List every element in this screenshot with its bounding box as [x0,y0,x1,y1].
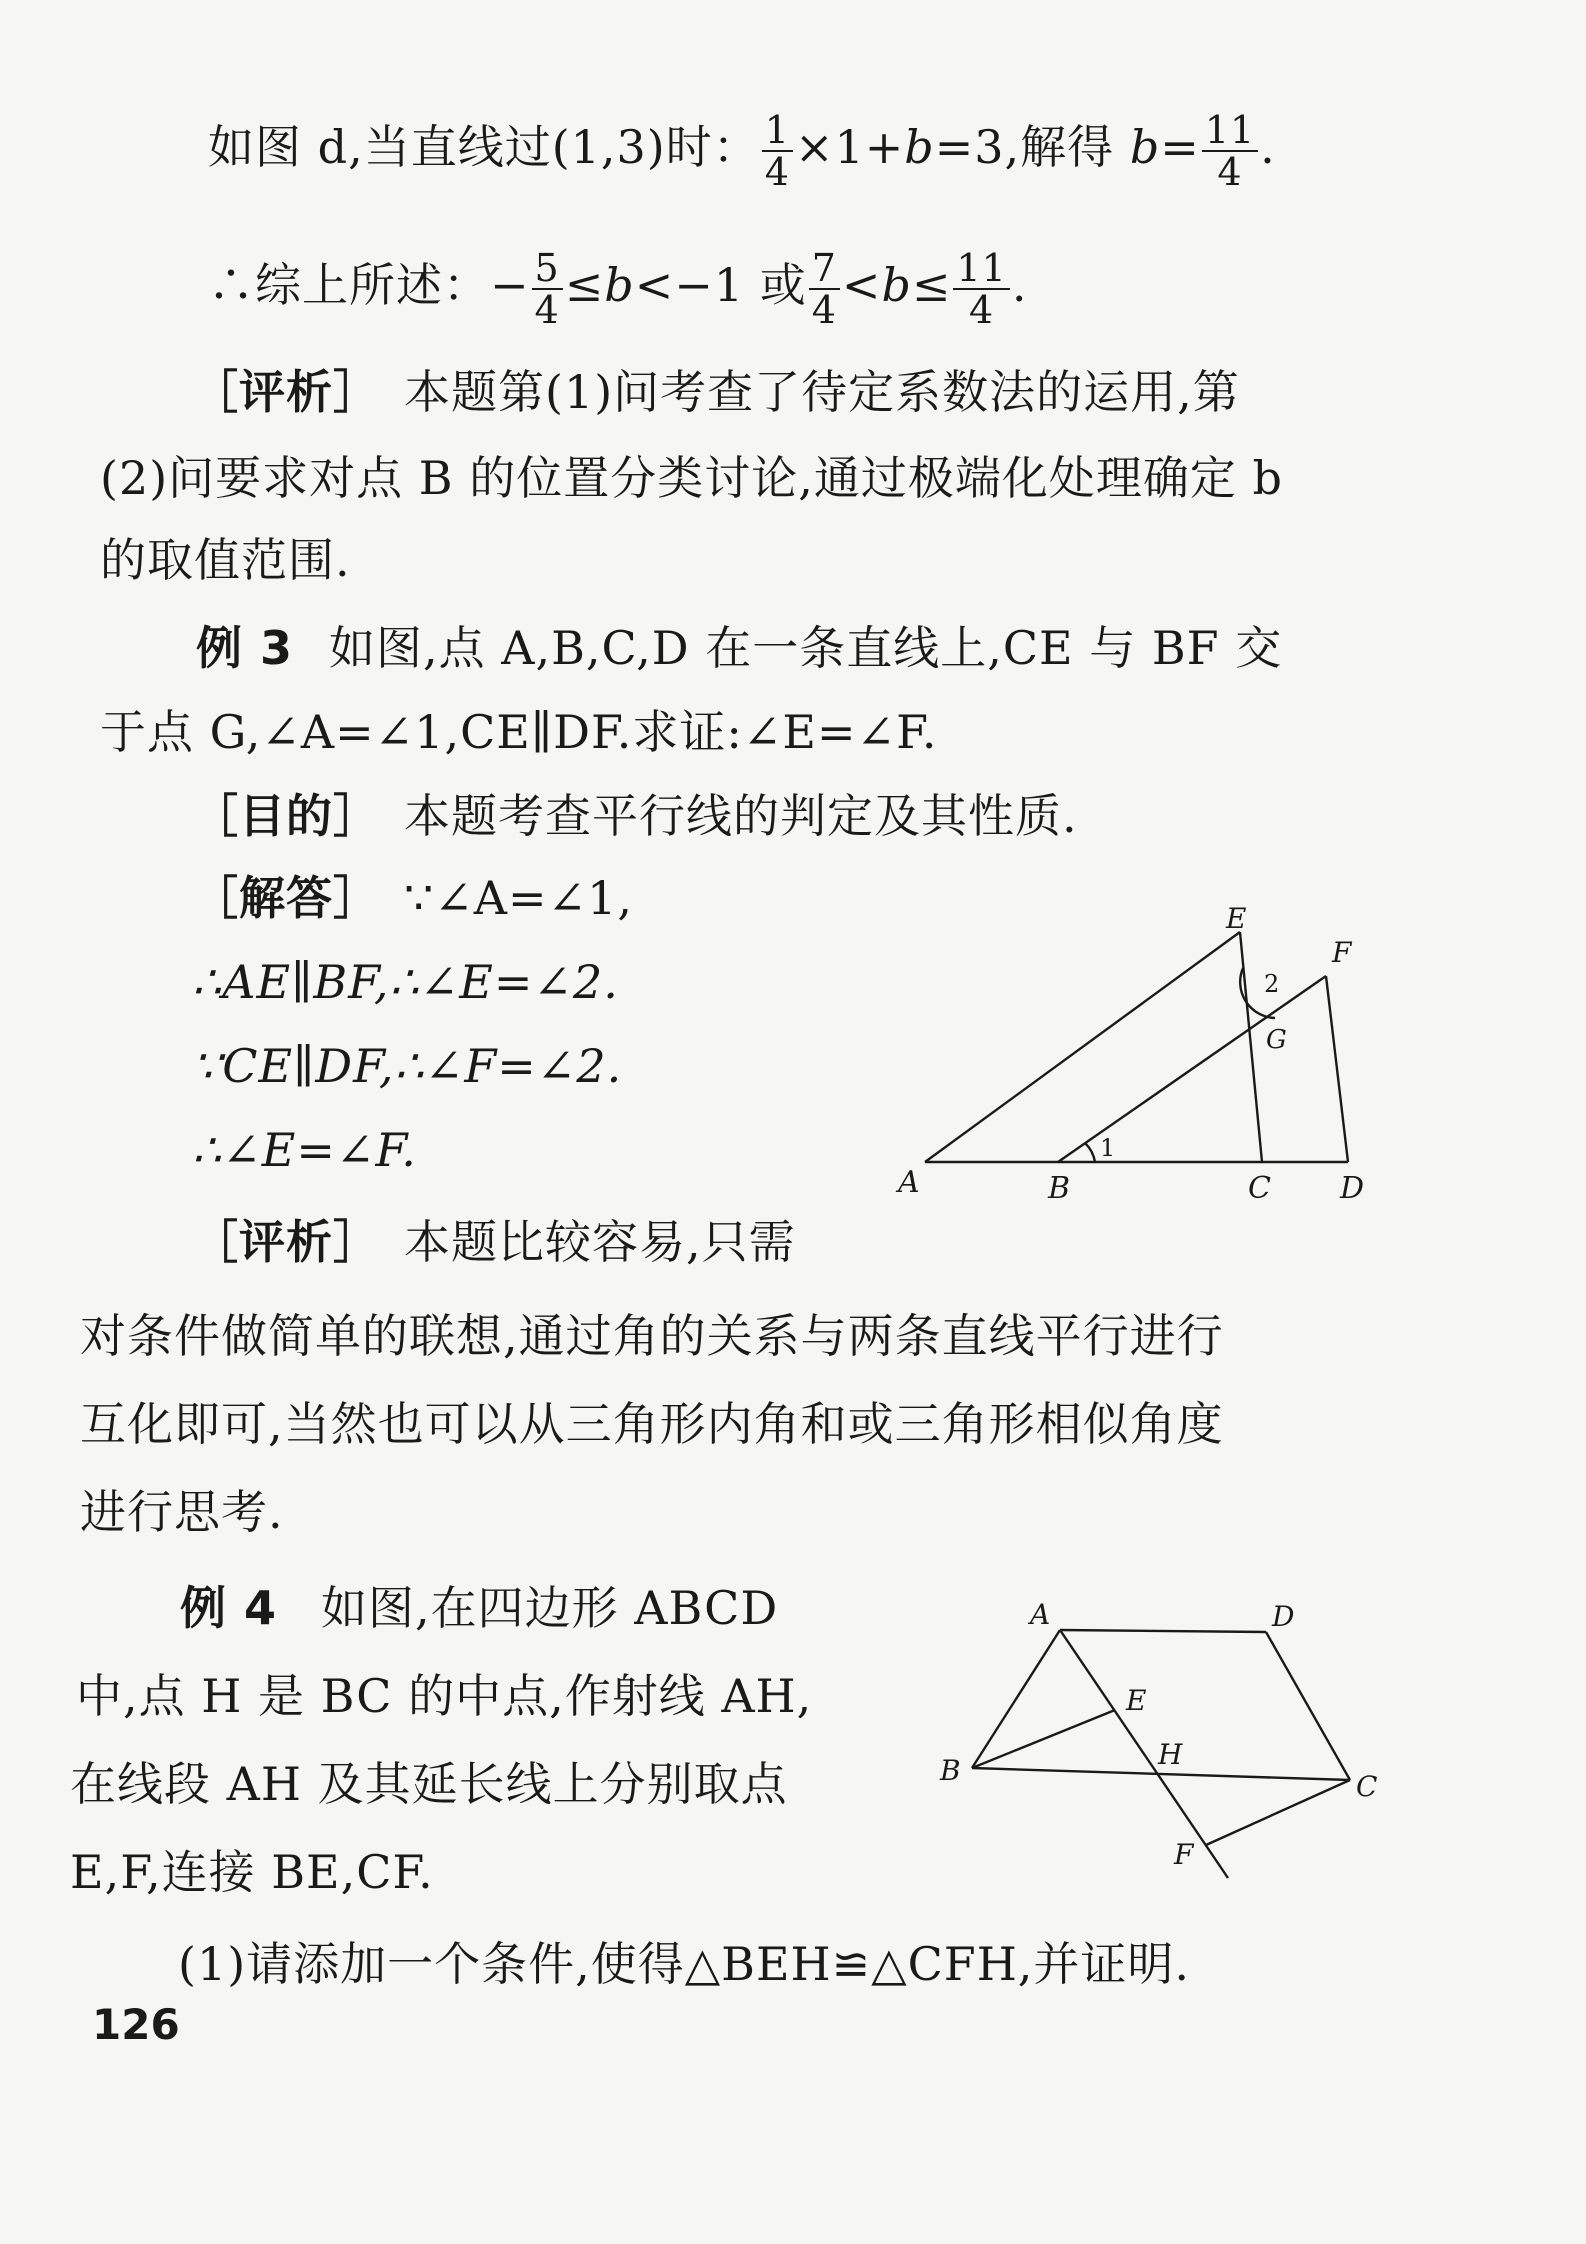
example-3-answer-1: ［解答］ ∵∠A=∠1, [192,871,634,925]
example-3-line-2: 于点 G,∠A=∠1,CE∥DF.求证:∠E=∠F. [100,705,938,759]
example-4-line-4: E,F,连接 BE,CF. [70,1845,434,1899]
label-D: D [1340,1171,1365,1200]
analysis-1-line-2: (2)问要求对点 B 的位置分类讨论,通过极端化处理确定 b [100,451,1283,505]
segment-FD [1326,976,1348,1162]
label-angle-1: 1 [1100,1134,1116,1162]
segment-AB [972,1630,1060,1768]
solution-line-1: 如图 d,当直线过(1,3)时： $\frac{1}{4}$ ×1+b=3,解得 b= $\frac{11}{4}$ . [208,108,1276,194]
fraction: $\frac{1}{4}$ [762,110,793,192]
segment-AE [925,932,1240,1162]
label-C: C [1356,1770,1378,1803]
example-4-line-3: 在线段 AH 及其延长线上分别取点 [70,1757,788,1811]
label-B: B [1048,1171,1071,1200]
segment-BE [972,1710,1115,1768]
label-G: G [1266,1025,1287,1055]
example-3-analysis-2: 对条件做简单的联想,通过角的关系与两条直线平行进行 [80,1309,1224,1363]
example-3-answer-4: ∴∠E=∠F. [192,1123,417,1177]
example-label: 例 4 [180,1581,278,1635]
page-number: 126 [92,2000,180,2049]
label-E: E [1126,1684,1147,1717]
example-4-line-2: 中,点 H 是 BC 的中点,作射线 AH, [76,1669,813,1723]
example-4-line-1: 例 4 如图,在四边形 ABCD [180,1581,779,1635]
label-D: D [1272,1600,1295,1633]
segment-CF [1206,1780,1350,1845]
example-4-figure [930,1590,1430,1890]
example-3-purpose: ［目的］ 本题考查平行线的判定及其性质. [192,789,1078,843]
angle-1-arc [1085,1143,1095,1162]
segment-DC [1266,1632,1350,1780]
label-angle-2: 2 [1264,970,1280,998]
segment-AD [1060,1630,1266,1632]
label-F: F [1332,936,1352,969]
example-3-analysis-3: 互化即可,当然也可以从三角形内角和或三角形相似角度 [80,1397,1224,1451]
label-E: E [1226,902,1247,935]
ray-AH [1060,1630,1228,1878]
fraction: $\frac{5}{4}$ [532,248,563,330]
label-C: C [1248,1171,1271,1200]
label-F: F [1174,1838,1194,1871]
segment-EC [1240,932,1262,1162]
label-A: A [1030,1598,1051,1631]
label-B: B [940,1754,961,1787]
example-3-answer-3: ∵CE∥DF,∴∠F=∠2. [192,1039,623,1093]
example-label: 例 3 [196,621,294,675]
solution-line-2: ∴综上所述：− $\frac{5}{4}$ ≤b<−1 或 $\frac{7}{4}$ <b≤ $\frac{11}{4}$ . [208,246,1028,332]
fraction: $\frac{11}{4}$ [1202,110,1258,192]
example-3-figure [880,900,1400,1200]
example-4-question-1: (1)请添加一个条件,使得△BEH≌△CFH,并证明. [178,1937,1191,1991]
fraction: $\frac{7}{4}$ [809,248,840,330]
example-3-answer-2: ∴AE∥BF,∴∠E=∠2. [192,955,619,1009]
label-H: H [1158,1738,1183,1771]
fraction: $\frac{11}{4}$ [953,248,1009,330]
label-A: A [898,1165,920,1200]
example-3-line-1: 例 3 如图,点 A,B,C,D 在一条直线上,CE 与 BF 交 [196,621,1283,675]
example-3-analysis-1: ［评析］ 本题比较容易,只需 [192,1215,796,1269]
analysis-1-line-1: ［评析］ 本题第(1)问考查了待定系数法的运用,第 [192,365,1240,419]
example-3-analysis-4: 进行思考. [80,1485,284,1539]
segment-BF [1058,976,1326,1162]
analysis-1-line-3: 的取值范围. [100,533,351,587]
